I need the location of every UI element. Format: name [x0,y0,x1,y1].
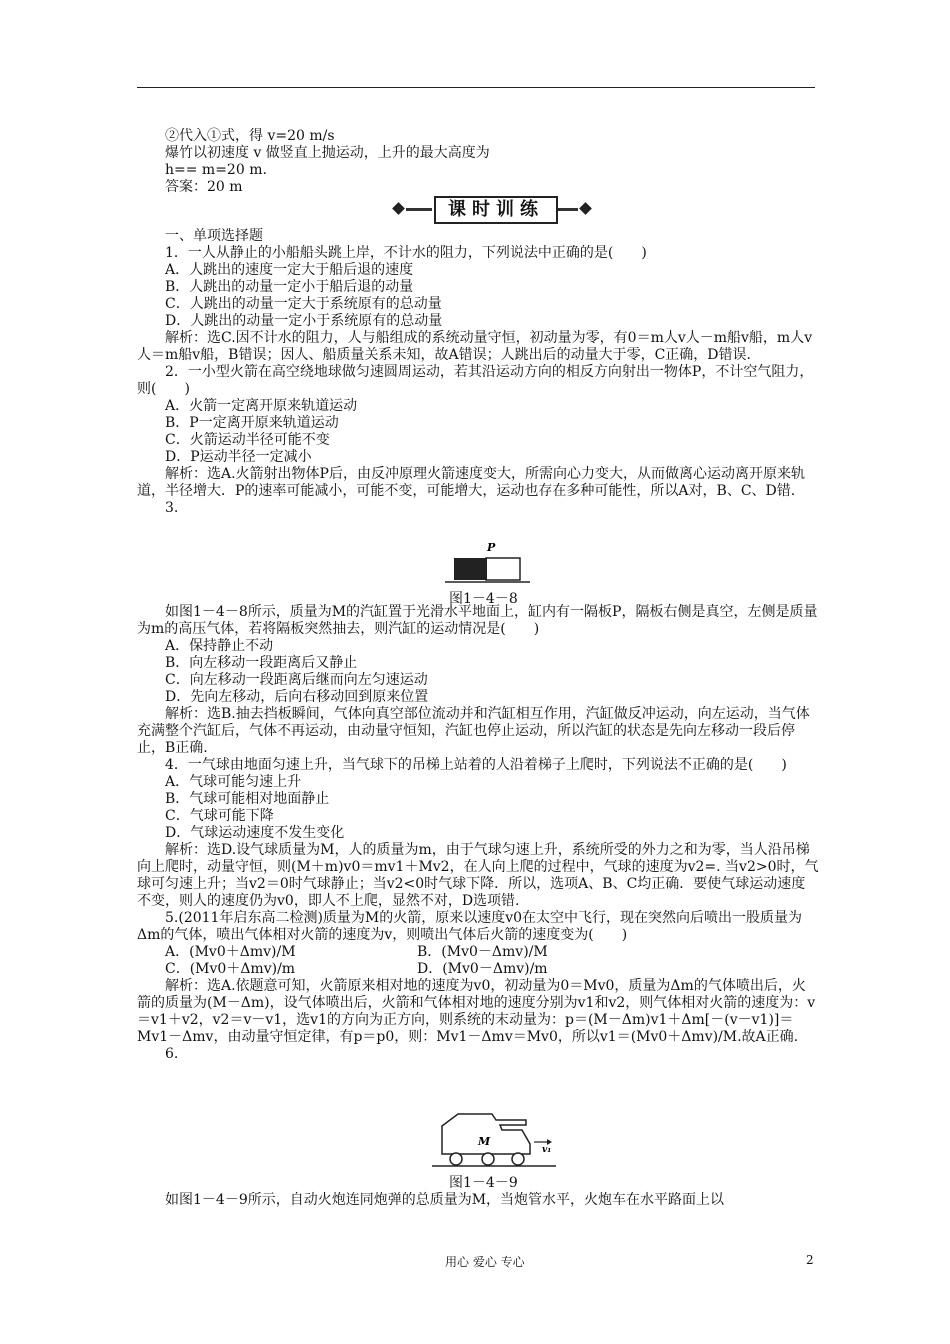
answer-line: ②代入①式，得 v=20 m/s [165,128,335,144]
answer-line: h== m=20 m. [165,162,267,178]
banner-bar [406,208,432,211]
wheel [482,1153,494,1165]
diamond-icon [579,202,592,215]
mass-label: M [478,1135,491,1148]
wheel [512,1153,524,1165]
answer-line: 爆竹以初速度 v 做竖直上抛运动，上升的最大高度为 [165,145,490,161]
question-stem: 1．一人从静止的小船船头跳上岸，不计水的阻力，下列说法中正确的是( ) [165,245,647,261]
footer-motto: 用心 爱心 专心 [445,1255,525,1269]
option: B．(Mv0－Δmv)/M [417,944,548,960]
option: B．人跳出的动量一定小于船后退的动量 [165,279,414,295]
section-body-1 [137,228,819,517]
option: A．气球可能匀速上升 [165,774,302,790]
partition-label: P [487,541,496,554]
option: D．气球运动速度不发生变化 [165,825,345,841]
cannon-figure [430,1104,560,1170]
wheel [450,1153,462,1165]
analysis: 解析：选D.设气球质量为M，人的质量为m，由于气球匀速上升，系统所受的外力之和为零，当人沿吊梯向上爬时，动量守恒，则(M＋m)v0＝mv1＋Mv2，在人向上爬的过程中，气球的速度为v2=. 当v2>0时，气球可匀速上升；当v2＝0时气球静止；当v2<0时气球下降．所以，选项A、B、C均正确．要使气球运动速度不变，则人的速度仍为v0，即人不上爬，显然不对，D选项错. [137,842,819,909]
figure-caption: 图1－4－9 [449,1175,518,1191]
analysis: 解析：选A.依题意可知，火箭原来相对地的速度为v0，初动量为0＝Mv0，质量为Δm的气体喷出后，火箭的质量为(M－Δm)，设气体喷出后，火箭和气体相对地的速度分别为v1和v2，则气体相对火箭的速度为：v＝v1＋v2，v2＝v－v1，选v1的方向为正方向，则系统的末动量为：p＝(M－Δm)v1＋Δm[－(v－v1)]＝Mv1－Δmv，由动量守恒定律，有p＝p0，则：Mv1－Δmv＝Mv0，所以v1＝(Mv0＋Δmv)/M.故A正确. [137,978,816,1045]
diamond-icon [392,202,405,215]
option-row [137,961,819,978]
option: D．(Mv0－Δmv)/m [417,961,548,977]
vacuum-chamber [486,558,520,580]
option: A．火箭一定离开原来轨道运动 [165,398,358,414]
option: C．向左移动一段距离后继而向左匀速运动 [165,672,428,688]
option: A．人跳出的速度一定大于船后退的速度 [165,262,414,278]
question-stem: 5.(2011年启东高二检测)质量为M的火箭，原来以速度v0在太空中飞行，现在突然向后喷出一股质量为Δm的气体，喷出气体相对火箭的速度为v，则喷出气体后火箭的速度变为( ) [137,910,803,943]
banner-bar [558,208,578,211]
section-title: 一、单项选择题 [165,228,263,244]
section-banner [390,196,600,222]
option: B．气球可能相对地面静止 [165,791,330,807]
section-body-2 [137,604,819,1063]
option: C．气球可能下降 [165,808,274,824]
velocity-label: v₁ [542,1145,552,1155]
question-stem: 如图1－4－9所示，自动火炮连同炮弹的总质量为M，当炮管水平，火炮车在水平路面上以 [165,1192,725,1208]
question-stem: 如图1－4－8所示，质量为M的汽缸置于光滑水平地面上，缸内有一隔板P，隔板右侧是真空，左侧是质量为m的高压气体，若将隔板突然抽去，则汽缸的运动情况是( ) [137,604,818,637]
banner-title: 课时训练 [434,196,558,224]
question-number: 3. [165,500,179,516]
question-stem: 4．一气球由地面匀速上升，当气球下的吊梯上站着的人沿着梯子上爬时，下列说法不正确的是( ) [165,757,787,773]
option-row [137,944,819,961]
section-body-3 [137,1192,819,1209]
cylinder-figure [445,540,530,586]
option: D．先向左移动，后向右移动回到原来位置 [165,689,429,705]
option: B．P一定离开原来轨道运动 [165,415,339,431]
question-number: 6. [165,1046,179,1062]
option: D．人跳出的动量一定小于系统原有的总动量 [165,313,443,329]
option: A．保持静止不动 [165,638,274,654]
option: D．P运动半径一定减小 [165,449,312,465]
top-answer-block [137,128,819,196]
option: B．向左移动一段距离后又静止 [165,655,358,671]
option: C．(Mv0＋Δmv)/m [165,961,296,977]
question-stem: 2．一小型火箭在高空绕地球做匀速圆周运动，若其沿运动方向的相反方向射出一物体P，不计空气阻力，则( ) [137,364,814,397]
analysis: 解析：选A.火箭射出物体P后，由反冲原理火箭速度变大，所需向心力变大，从而做离心运动离开原来轨道，半径增大．P的速率可能减小，可能不变，可能增大，运动也存在多种可能性，所以A对，B、C、D错. [137,466,805,499]
figure-caption: 图1－4－8 [449,591,518,607]
gas-chamber [454,558,486,580]
analysis: 解析：选C.因不计水的阻力，人与船组成的系统动量守恒，初动量为零，有0＝m人v人－m船v船，m人v人＝m船v船，B错误；因人、船质量关系未知，故A错误；人跳出后的动量大于零，C正确，D错误. [137,330,813,363]
cannon-body [442,1114,530,1154]
option: A．(Mv0＋Δmv)/M [165,944,296,960]
analysis: 解析：选B.抽去挡板瞬间，气体向真空部位流动并和汽缸相互作用，汽缸做反冲运动，向左运动，当气体充满整个汽缸后，气体不再运动，由动量守恒知，汽缸也停止运动，所以汽缸的状态是先向左移动一段后停止，B正确. [137,706,810,756]
answer-line: 答案：20 m [165,179,243,195]
page-number: 2 [806,1253,814,1267]
option: C．人跳出的动量一定大于系统原有的总动量 [165,296,442,312]
option: C．火箭运动半径可能不变 [165,432,330,448]
header-rule [137,87,815,88]
